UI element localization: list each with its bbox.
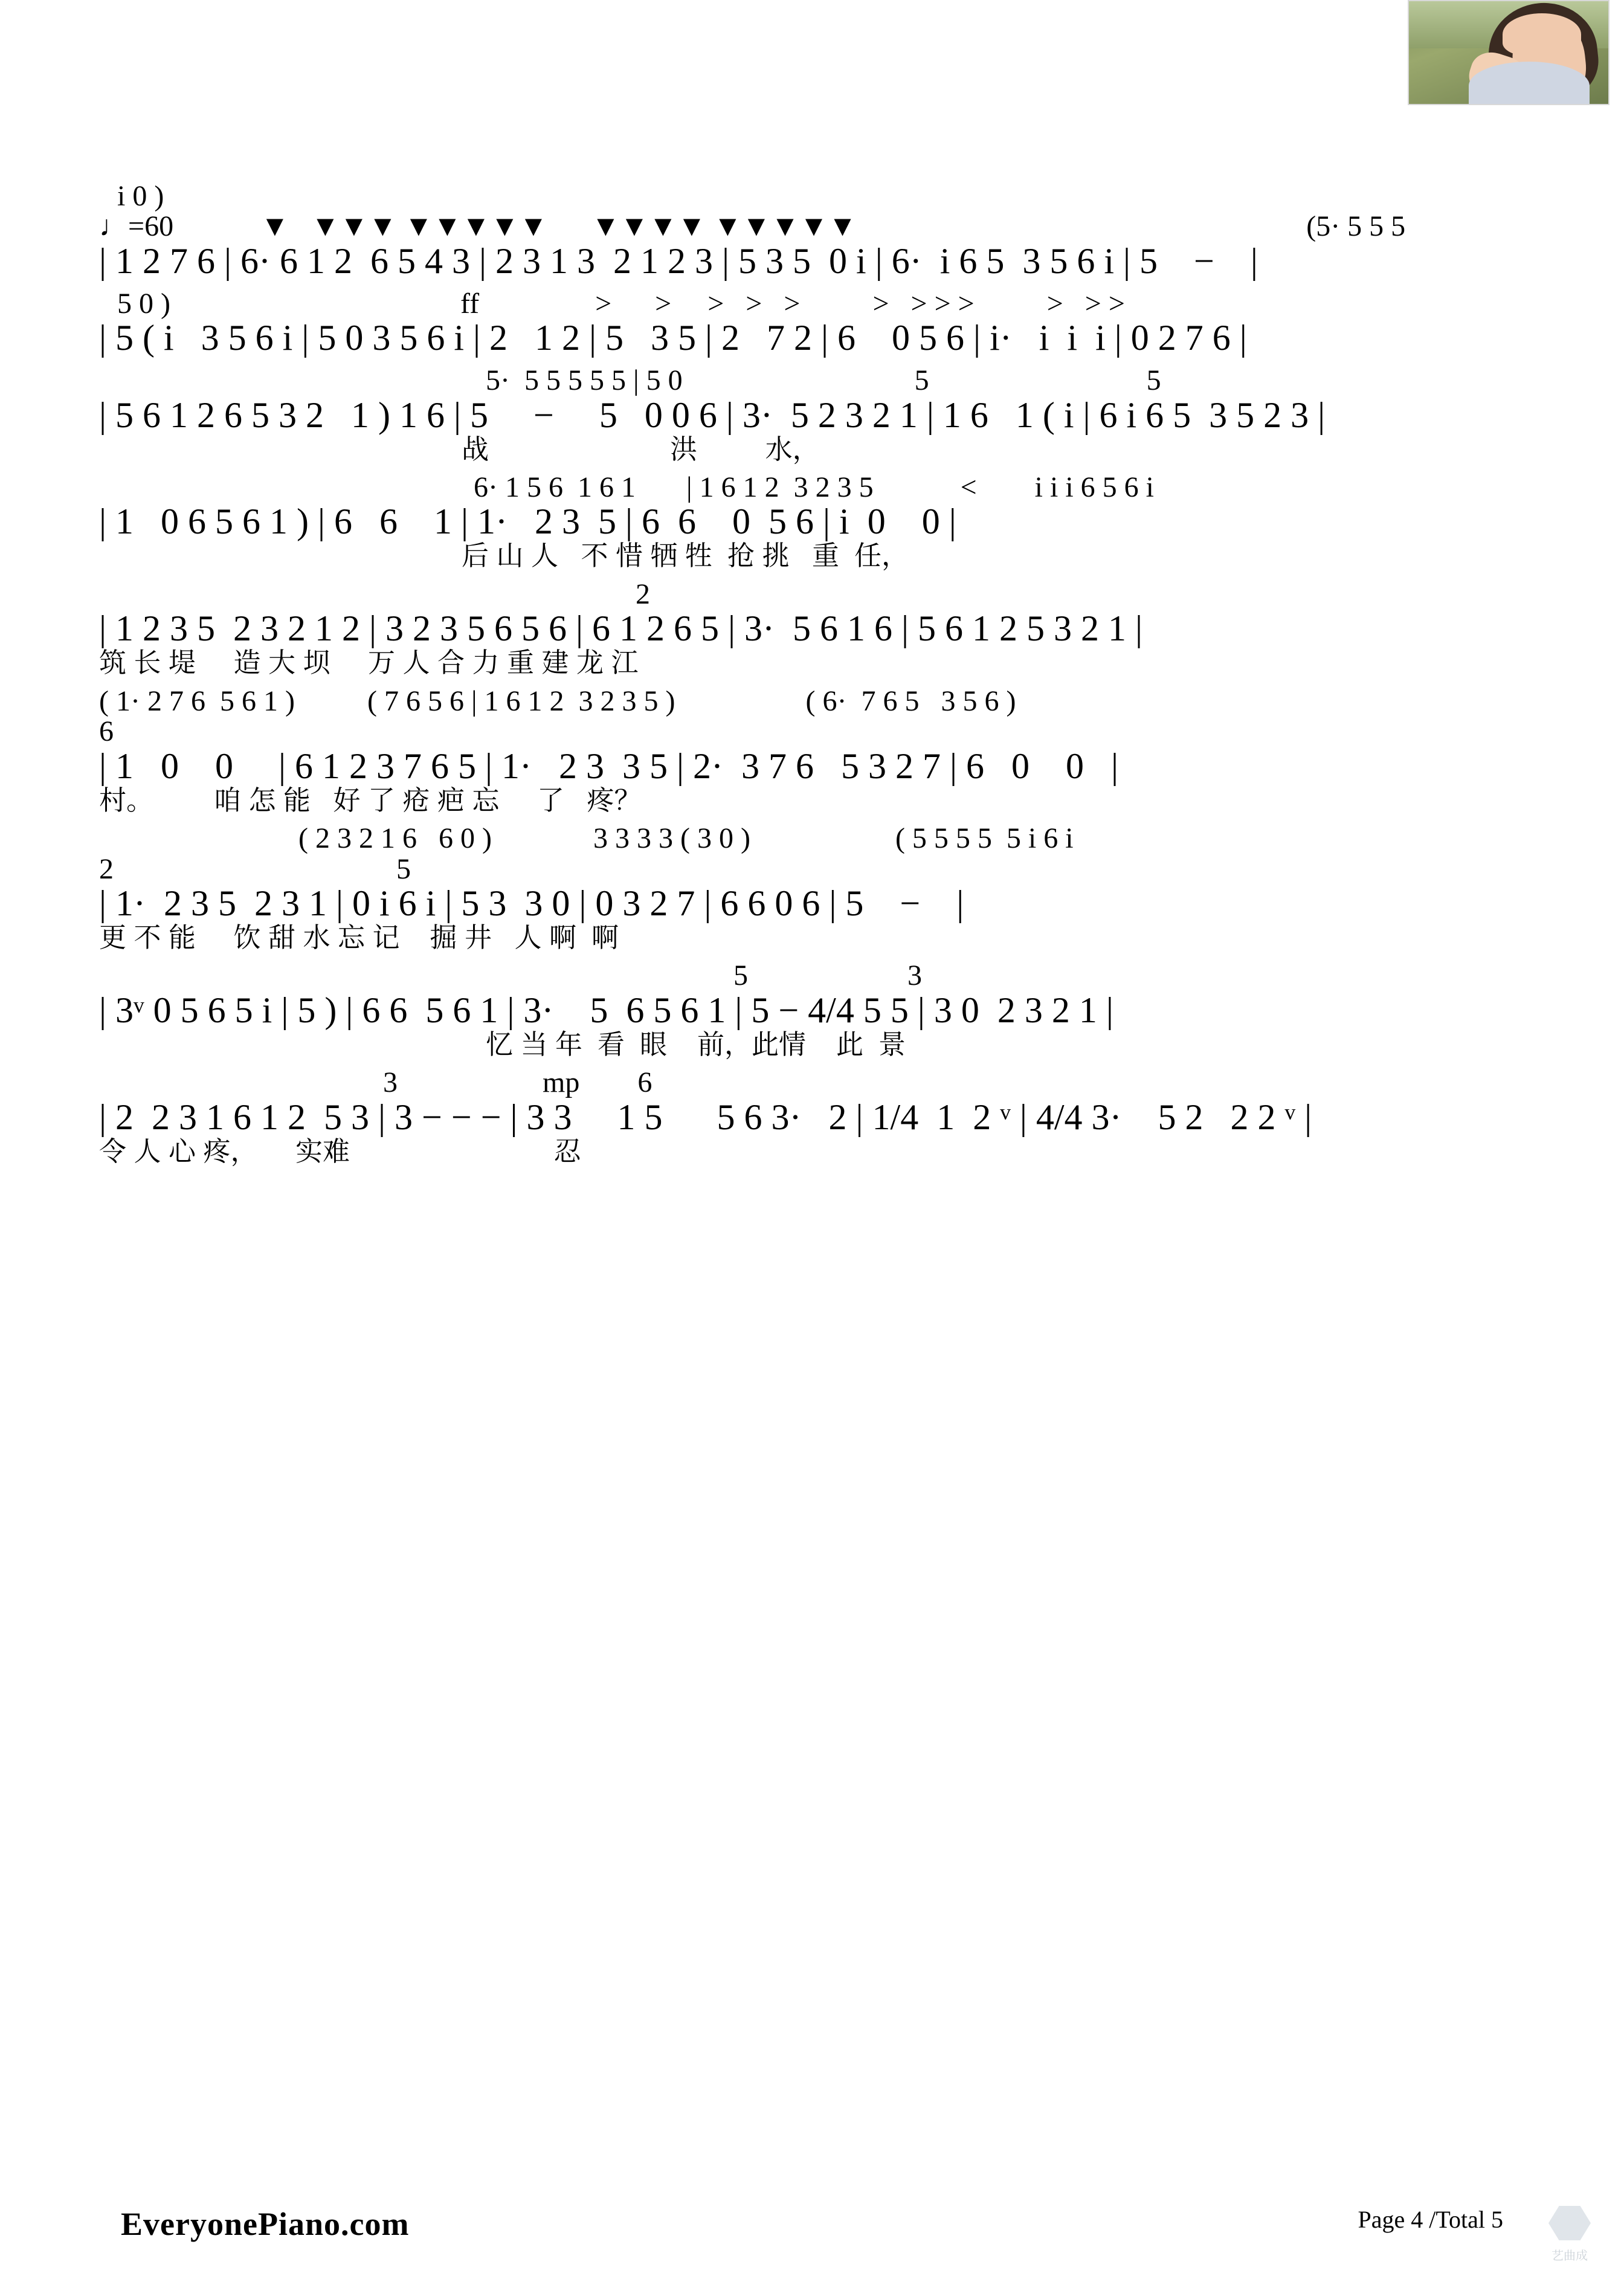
system-9-lyric: 令 人 心 疼， 实难 忍 [99, 1135, 581, 1167]
system-4 [99, 472, 1525, 571]
site-brand: EveryonePiano.com [121, 2206, 410, 2242]
system-5 [99, 579, 1525, 678]
system-7 [99, 824, 1525, 952]
system-8-above: 5 3 [733, 959, 922, 992]
page-number: Page 4 /Total 5 [1358, 2206, 1503, 2233]
system-4-lyric: 后 山 人 不 惜 牺 牲 抢 挑 重 任， [462, 540, 909, 572]
score-systems [99, 181, 1525, 1166]
system-5-lyric: 筑 长 堤 造 大 坝 万 人 合 力 重 建 龙 江 [99, 647, 639, 679]
system-7-above2: 2 5 [99, 853, 411, 885]
system-8-lyric: 忆 当 年 看 眼 前，此情 此 景 [486, 1028, 906, 1060]
system-1-score: | 1 2 7 6 | 6· 6 1 2 6 5 4 3 | 2 3 1 3 2 1 2 3 | 5 3 5 0 i | 6· i 6 5 3 5 6 i | 5 − | [99, 240, 1258, 281]
system-3-score: | 5 6 1 2 6 5 3 2 1 ) 1 6 | 5 − 5 0 0 6 | 3· 5 2 3 2 1 | 1 6 1 ( i | 6 i 6 5 3 5 2 3 | [99, 395, 1326, 435]
system-2-score: | 5 ( i 3 5 6 i | 5 0 3 5 6 i | 2 1 2 | 5 3 5 | 2 7 2 | 6 0 5 6 | i· i i i | 0 2 7 6 | [99, 318, 1247, 358]
score-area [0, 181, 1624, 2054]
system-6-lyric: 村。 咱 怎 能 好 了 疮 疤 忘 了 疼？ [99, 784, 642, 816]
photo-thumbnail [1408, 0, 1610, 105]
system-1-above: i 0 ) [117, 180, 164, 212]
system-7-above: ( 2 3 2 1 6 6 0 ) 3 3 3 3 ( 3 0 ) ( 5 5 5 5 5 i 6 i [298, 822, 1074, 855]
page-footer [0, 2205, 1624, 2243]
system-6-above2: 6 [99, 715, 114, 748]
system-8 [99, 961, 1525, 1059]
system-3-lyric: 战 洪 水， [462, 433, 820, 465]
system-9 [99, 1068, 1525, 1166]
system-2-above: 5 0 ) ff > > > > > > > > > > > > [117, 287, 1125, 320]
system-1-above2: ♩=60 ▼ ▼▼▼ ▼▼▼▼▼ ▼▼▼▼ ▼▼▼▼▼ (5· 5 5 5 [99, 210, 1406, 243]
system-6-above: ( 1· 2 7 6 5 6 1 ) ( 7 6 5 6 | 1 6 1 2 3 2 3 5 ) ( 6· 7 6 5 3 5 6 ) [99, 685, 1016, 717]
system-2 [99, 289, 1525, 357]
system-7-lyric: 更 不 能 饮 甜 水 忘 记 掘 井 人 啊 啊 [99, 921, 619, 953]
system-9-score: | 2 2 3 1 6 1 2 5 3 | 3 − − − | 3 3 1 5 5 6 3· 2 | 1/4 1 2 ᵛ | 4/4 3· 5 2 2 2 ᵛ | [99, 1097, 1312, 1137]
system-7-score: | 1· 2 3 5 2 3 1 | 0 i 6 i | 5 3 3 0 | 0 3 2 7 | 6 6 0 6 | 5 − | [99, 883, 964, 923]
system-6-score: | 1 0 0 | 6 1 2 3 7 6 5 | 1· 2 3 3 5 | 2· 3 7 6 5 3 2 7 | 6 0 0 | [99, 746, 1119, 786]
system-5-above: 2 [99, 578, 650, 610]
system-4-score: | 1 0 6 5 6 1 ) | 6 6 1 | 1· 2 3 5 | 6 6 0 5 6 | i 0 0 | [99, 501, 956, 542]
system-1 [99, 181, 1525, 280]
system-9-above: 3 mp 6 [383, 1066, 652, 1099]
watermark-hex-icon [1548, 2205, 1591, 2242]
system-8-score: | 3ᵛ 0 5 6 5 i | 5 ) | 6 6 5 6 1 | 3· 5 6 5 6 1 | 5 − 4/4 5 5 | 3 0 2 3 2 1 | [99, 990, 1113, 1030]
system-4-above: 6· 1 5 6 1 6 1 | 1 6 1 2 3 2 3 5 < i i i 6 5 6 i [474, 471, 1155, 504]
system-3-above: 5· 5 5 5 5 5 | 5 0 5 5 [486, 364, 1161, 397]
system-3 [99, 366, 1525, 464]
watermark [1533, 2200, 1606, 2267]
system-5-score: | 1 2 3 5 2 3 2 1 2 | 3 2 3 5 6 5 6 | 6 1 2 6 5 | 3· 5 6 1 6 | 5 6 1 2 5 3 2 1 | [99, 608, 1143, 649]
photo-shoulder [1469, 62, 1590, 105]
watermark-text: 艺曲成 [1552, 2249, 1588, 2263]
system-6 [99, 686, 1525, 815]
